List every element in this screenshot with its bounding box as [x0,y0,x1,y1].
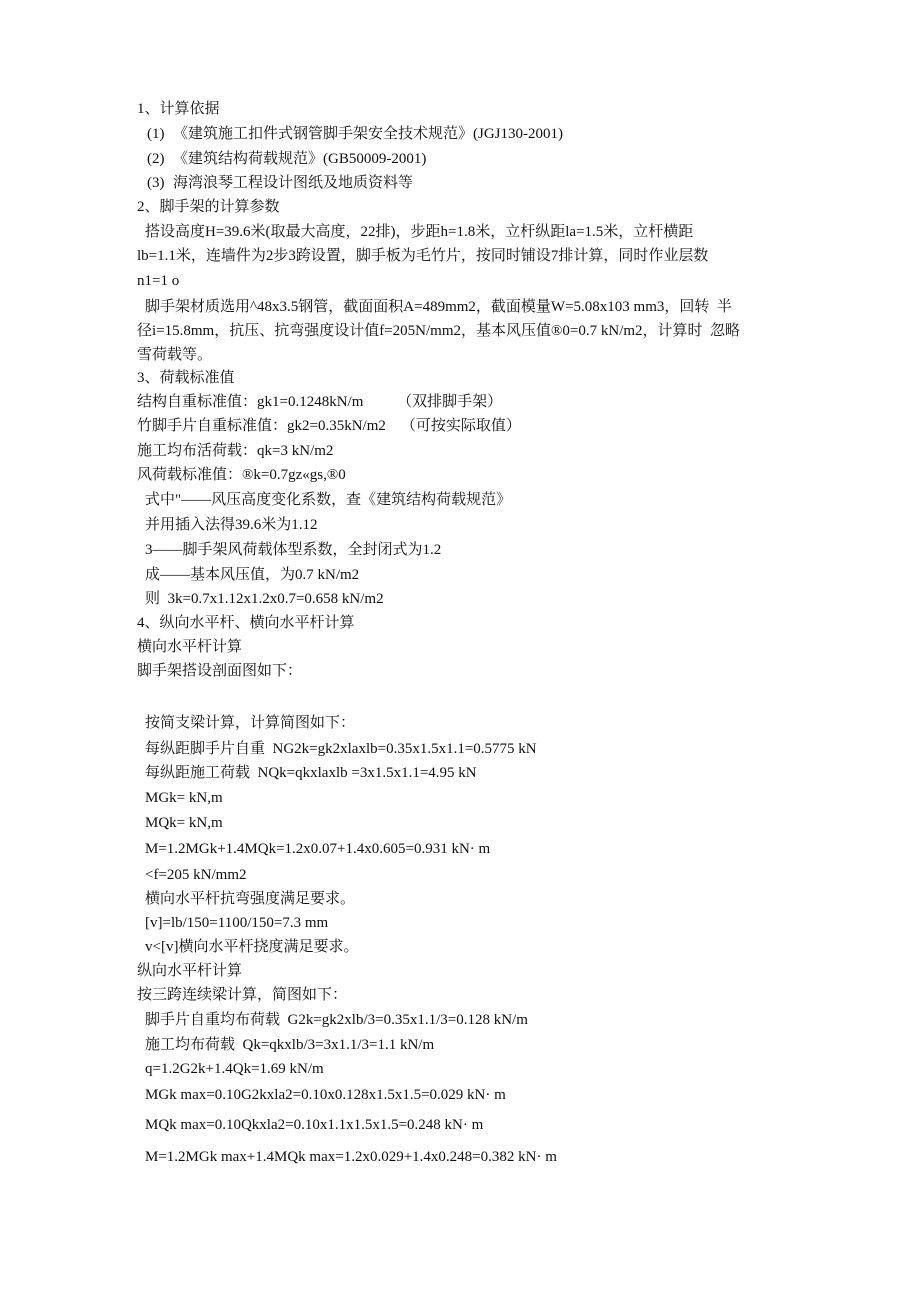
load-line: 竹脚手片自重标准值：gk2=0.35kN/m2 （可按实际取值） [137,418,521,434]
load-line: 风荷载标准值：®k=0.7gz«gs,®0 [137,467,346,483]
calc-line: M=1.2MGk max+1.4MQk max=1.2x0.029+1.4x0.248=0.382 kN· m [145,1149,557,1165]
paragraph-line: 径i=15.8mm，抗压、抗弯强度设计值f=205N/mm2，基本风压值®0=0.7 kN/m2，计算时 忽略 [137,323,741,339]
subsection-title: 纵向水平杆计算 [137,963,243,979]
calc-line: MGk= kN,m [145,790,223,806]
paragraph-line: 脚手架材质选用^48x3.5钢管，截面面积A=489mm2，截面模量W=5.08x103 mm3，回转 半 [145,299,732,315]
ref-item: 《建筑结构荷载规范》(GB50009-2001) [173,151,427,167]
load-line: 结构自重标准值：gk1=0.1248kN/m （双排脚手架） [137,394,503,410]
paragraph-line: 搭设高度H=39.6米(取最大高度，22排)，步距h=1.8米，立杆纵距la=1.5米，立杆横距 [145,224,694,240]
calc-line: 施工均布荷载 Qk=qkxlb/3=3x1.1/3=1.1 kN/m [145,1037,435,1053]
ref-item: 《建筑施工扣件式钢管脚手架安全技术规范》(JGJ130-2001) [173,126,563,142]
calc-line: M=1.2MGk+1.4MQk=1.2x0.07+1.4x0.605=0.931 kN· m [145,841,491,857]
calc-line: 按简支梁计算，计算简图如下： [145,715,356,731]
ref-number: (1) [147,126,165,142]
calc-line: MQk= kN,m [145,815,223,831]
load-note: 式中"——风压高度变化系数，查《建筑结构荷载规范》 [145,492,512,508]
subsection-title: 横向水平杆计算 [137,639,243,655]
section-4-title: 4、纵向水平杆、横向水平杆计算 [137,615,355,631]
calc-line: 每纵距脚手片自重 NG2k=gk2xlaxlb=0.35x1.5x1.1=0.5775 kN [145,741,537,757]
load-line: 施工均布活荷载：qk=3 kN/m2 [137,443,334,459]
calc-line: v<[v]横向水平杆挠度满足要求。 [145,939,359,955]
load-note: 并用插入法得39.6米为1.12 [145,517,318,533]
calc-line: MQk max=0.10Qkxla2=0.10x1.1x1.5x1.5=0.248 kN· m [145,1117,484,1133]
load-note: 则 3k=0.7x1.12x1.2x0.7=0.658 kN/m2 [145,591,384,607]
section-2-title: 2、脚手架的计算参数 [137,199,280,215]
load-note: 成——基本风压值，为0.7 kN/m2 [145,567,360,583]
ref-number: (3) [147,175,165,191]
ref-item: 海湾浪琴工程设计图纸及地质资料等 [173,175,414,191]
calc-line: 横向水平杆抗弯强度满足要求。 [145,891,356,907]
section-1-title: 1、计算依据 [137,101,220,117]
figure-caption: 脚手架搭设剖面图如下： [137,663,303,679]
ref-number: (2) [147,151,165,167]
calc-line: 脚手片自重均布荷载 G2k=gk2xlb/3=0.35x1.1/3=0.128 kN/m [145,1012,528,1028]
calc-line: MGk max=0.10G2kxla2=0.10x0.128x1.5x1.5=0.029 kN· m [145,1087,506,1103]
calc-line: <f=205 kN/mm2 [145,867,247,883]
section-3-title: 3、荷载标准值 [137,370,235,386]
calc-line: 每纵距施工荷载 NQk=qkxlaxlb =3x1.5x1.1=4.95 kN [145,765,477,781]
paragraph-line: lb=1.1米，连墙件为2步3跨设置，脚手板为毛竹片，按同时铺设7排计算，同时作业层数 [137,248,709,264]
load-note: 3——脚手架风荷载体型系数，全封闭式为1.2 [145,542,442,558]
calc-line: [v]=lb/150=1100/150=7.3 mm [145,915,329,931]
paragraph-line: 雪荷载等。 [137,347,213,363]
subsection-desc: 按三跨连续梁计算，简图如下： [137,987,348,1003]
paragraph-line: n1=1 o [137,273,180,289]
calc-line: q=1.2G2k+1.4Qk=1.69 kN/m [145,1061,324,1077]
